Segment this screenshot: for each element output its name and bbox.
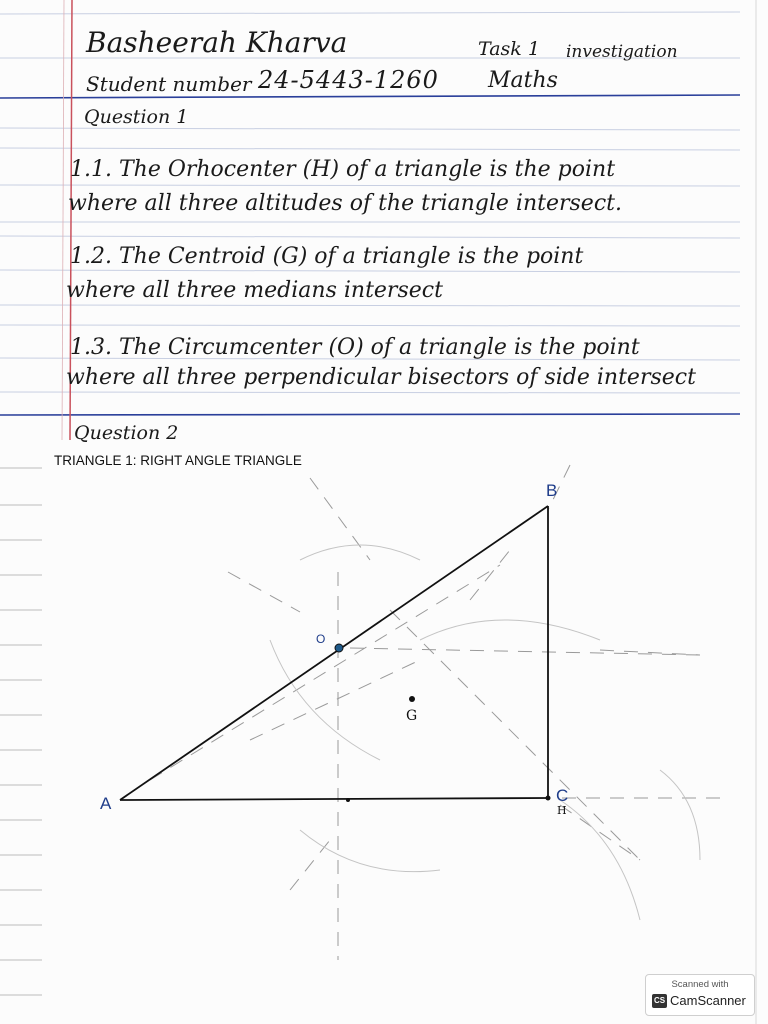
subject: Maths — [488, 68, 558, 93]
answer-1-2-line-1: 1.2. The Centroid (G) of a triangle is the point — [70, 244, 584, 269]
answer-1-3-line-1: 1.3. The Circumcenter (O) of a triangle is the point — [70, 335, 640, 360]
camscanner-logo-icon: CS — [652, 994, 667, 1008]
answer-1-1-line-1: 1.1. The Orhocenter (H) of a triangle is the point — [70, 157, 616, 182]
triangle-diagram — [0, 440, 768, 980]
centroid-point — [409, 696, 415, 702]
student-number-label: Student number — [86, 72, 252, 96]
vertex-b-label: B — [546, 481, 558, 500]
orthocenter-label: H — [557, 804, 567, 817]
midpoint-ac — [346, 798, 350, 802]
watermark-brand: CamScanner — [670, 993, 746, 1008]
task-label: Task 1 — [478, 38, 540, 60]
student-number: 24-5443-1260 — [258, 66, 439, 94]
circumcenter-label: O — [316, 632, 326, 646]
scanner-watermark — [645, 974, 755, 1016]
centroid-label: G — [406, 708, 418, 724]
task-type: investigation — [566, 42, 678, 62]
student-name: Basheerah Kharva — [86, 26, 348, 59]
question-1-heading: Question 1 — [84, 106, 189, 128]
circumcenter-point — [335, 644, 343, 652]
construction-arcs — [270, 545, 700, 920]
vertex-c-label: C — [556, 786, 569, 805]
construction-lines — [150, 465, 720, 960]
answer-1-2-line-2: where all three medians intersect — [66, 278, 443, 303]
answer-1-1-line-2: where all three altitudes of the triangle intersect. — [68, 191, 622, 216]
vertex-a-label: A — [100, 794, 112, 813]
vertex-c-point — [546, 796, 551, 801]
diagram-title: TRIANGLE 1: RIGHT ANGLE TRIANGLE — [54, 453, 302, 468]
question-2-heading: Question 2 — [74, 422, 179, 444]
watermark-caption: Scanned with — [671, 979, 729, 990]
triangle — [120, 506, 548, 800]
answer-1-3-line-2: where all three perpendicular bisectors of side intersect — [66, 365, 696, 390]
